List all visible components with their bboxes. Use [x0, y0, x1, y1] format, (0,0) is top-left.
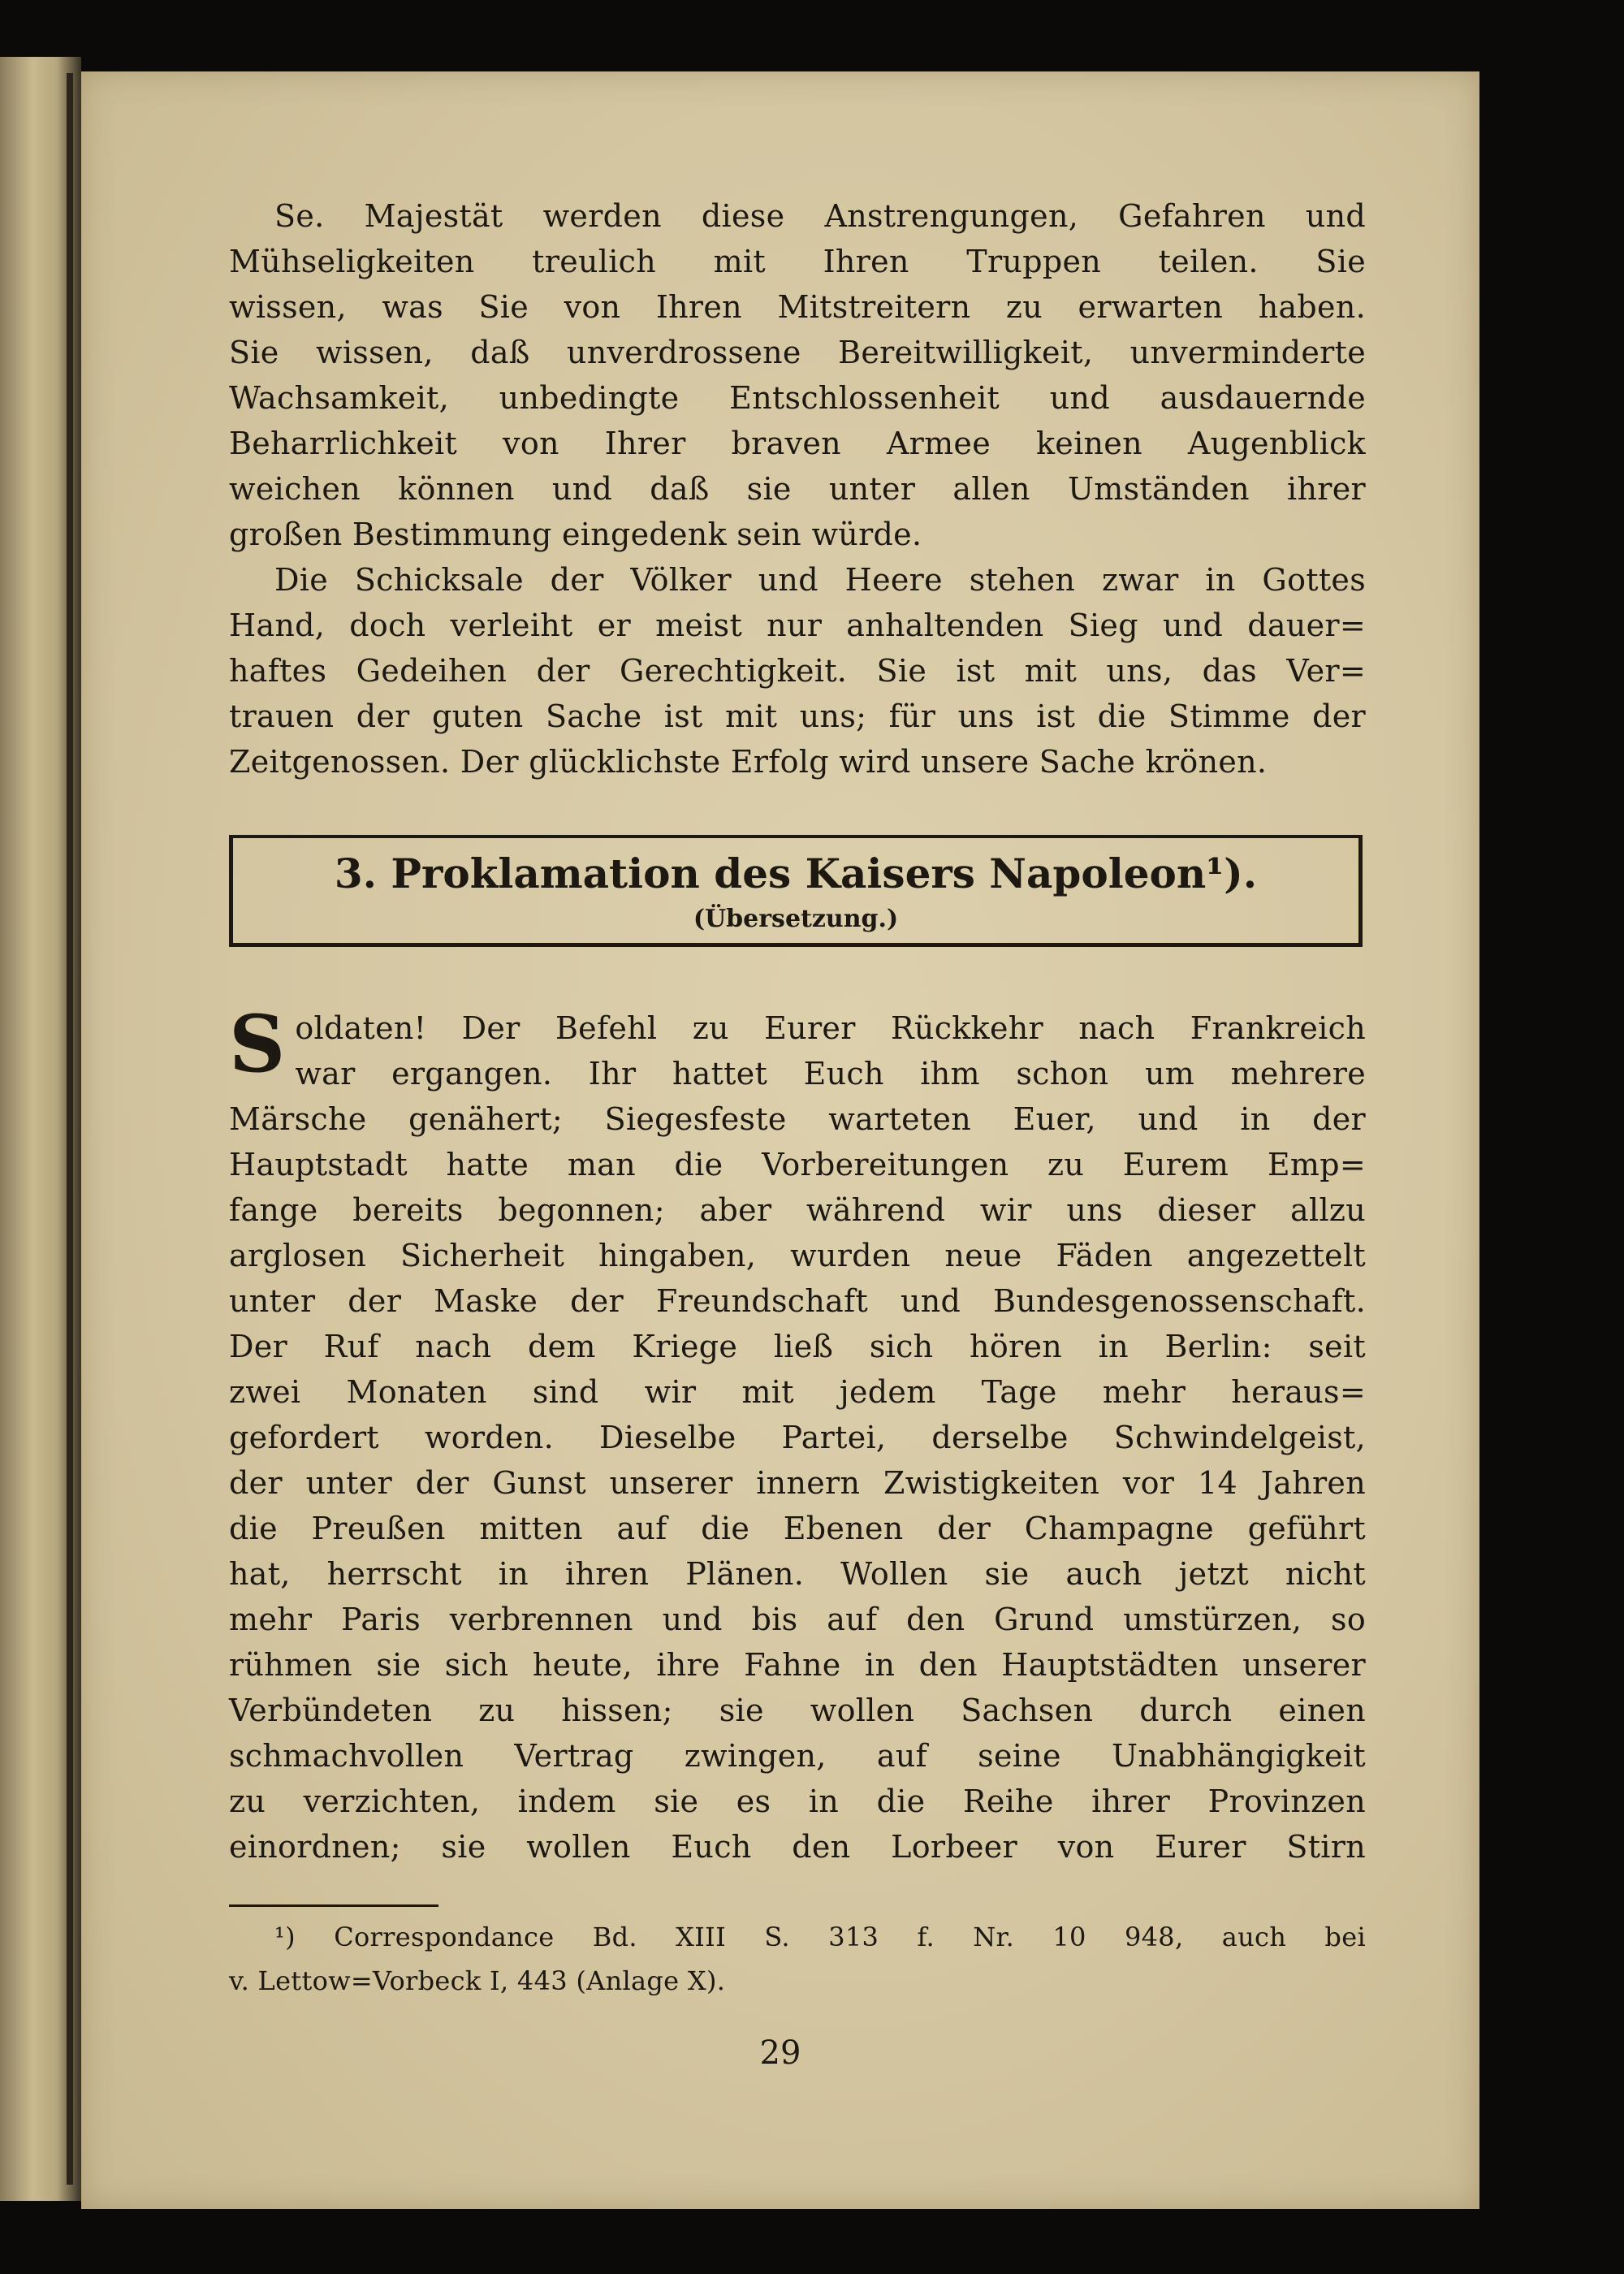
- text-line: Der Ruf nach dem Kriege ließ sich hören in Berlin: seit: [229, 1329, 1366, 1364]
- text-line: schmachvollen Vertrag zwingen, auf seine Unabhängigkeit: [229, 1738, 1366, 1774]
- text-line: Se. Majestät werden diese Anstrengungen, Gefahren und: [274, 198, 1366, 234]
- section-subtitle: (Übersetzung.): [693, 905, 899, 933]
- text-line: großen Bestimmung eingedenk sein würde.: [229, 517, 922, 552]
- text-line: einordnen; sie wollen Euch den Lorbeer von Eurer Stirn: [229, 1829, 1366, 1865]
- text-line: die Preußen mitten auf die Ebenen der Champagne geführt: [229, 1511, 1366, 1546]
- text-line: weichen können und daß sie unter allen Umständen ihrer: [229, 471, 1366, 507]
- section-title: 3. Proklamation des Kaisers Napoleon¹).: [334, 850, 1258, 897]
- text-line: haftes Gedeihen der Gerechtigkeit. Sie ist mit uns, das Ver=: [229, 653, 1366, 689]
- text-line: Die Schicksale der Völker und Heere stehen zwar in Gottes: [274, 562, 1366, 598]
- text-line: Hand, doch verleiht er meist nur anhaltenden Sieg und dauer=: [229, 607, 1366, 643]
- paragraph-1: [229, 193, 1366, 557]
- text-line: fange bereits begonnen; aber während wir uns dieser allzu: [229, 1192, 1366, 1228]
- drop-cap: S: [229, 998, 286, 1090]
- text-line: gefordert worden. Dieselbe Partei, derselbe Schwindelgeist,: [229, 1420, 1366, 1455]
- text-line: war ergangen. Ihr hattet Euch ihm schon um mehrere: [295, 1056, 1366, 1092]
- text-line: zwei Monaten sind wir mit jedem Tage mehr heraus=: [229, 1374, 1366, 1410]
- text-line: oldaten! Der Befehl zu Eurer Rückkehr nach Frankreich: [295, 1010, 1366, 1046]
- text-line: unter der Maske der Freundschaft und Bundesgenossenschaft.: [229, 1283, 1366, 1319]
- section-heading-box: [229, 835, 1363, 947]
- text-line: Wachsamkeit, unbedingte Entschlossenheit und ausdauernde: [229, 380, 1366, 416]
- text-line: der unter der Gunst unserer innern Zwistigkeiten vor 14 Jahren: [229, 1465, 1366, 1501]
- page-edge: [67, 73, 73, 2185]
- footnote-line: ¹) Correspondance Bd. XIII S. 313 f. Nr. 10 948, auch bei: [274, 1922, 1366, 1952]
- text-line: Sie wissen, daß unverdrossene Bereitwilligkeit, unverminderte: [229, 335, 1366, 370]
- book-page: [81, 71, 1479, 2209]
- text-line: Märsche genähert; Siegesfeste warteten Euer, und in der: [229, 1101, 1366, 1137]
- text-line: arglosen Sicherheit hingaben, wurden neue Fäden angezettelt: [229, 1238, 1366, 1273]
- footnote: [229, 1915, 1366, 2003]
- text-line: zu verzichten, indem sie es in die Reihe ihrer Provinzen: [229, 1783, 1366, 1819]
- proclamation-text: [229, 998, 1366, 1870]
- text-line: Beharrlichkeit von Ihrer braven Armee keinen Augenblick: [229, 426, 1366, 461]
- footnote-rule: [229, 1904, 438, 1907]
- text-line: Zeitgenossen. Der glücklichste Erfolg wird unsere Sache krönen.: [229, 744, 1268, 780]
- text-line: Hauptstadt hatte man die Vorbereitungen zu Eurem Emp=: [229, 1147, 1366, 1182]
- page-number: 29: [759, 2034, 801, 2072]
- text-line: wissen, was Sie von Ihren Mitstreitern zu erwarten haben.: [229, 289, 1366, 325]
- footnote-line: v. Lettow=Vorbeck I, 443 (Anlage X).: [229, 1965, 726, 1996]
- text-line: mehr Paris verbrennen und bis auf den Grund umstürzen, so: [229, 1602, 1366, 1637]
- paragraph-2: [229, 557, 1366, 785]
- text-line: Mühseligkeiten treulich mit Ihren Truppen teilen. Sie: [229, 244, 1366, 279]
- text-line: Verbündeten zu hissen; sie wollen Sachsen durch einen: [229, 1693, 1366, 1728]
- text-line: rühmen sie sich heute, ihre Fahne in den Hauptstädten unserer: [229, 1647, 1366, 1683]
- text-line: hat, herrscht in ihren Plänen. Wollen sie auch jetzt nicht: [229, 1556, 1366, 1592]
- text-line: trauen der guten Sache ist mit uns; für uns ist die Stimme der: [229, 698, 1366, 734]
